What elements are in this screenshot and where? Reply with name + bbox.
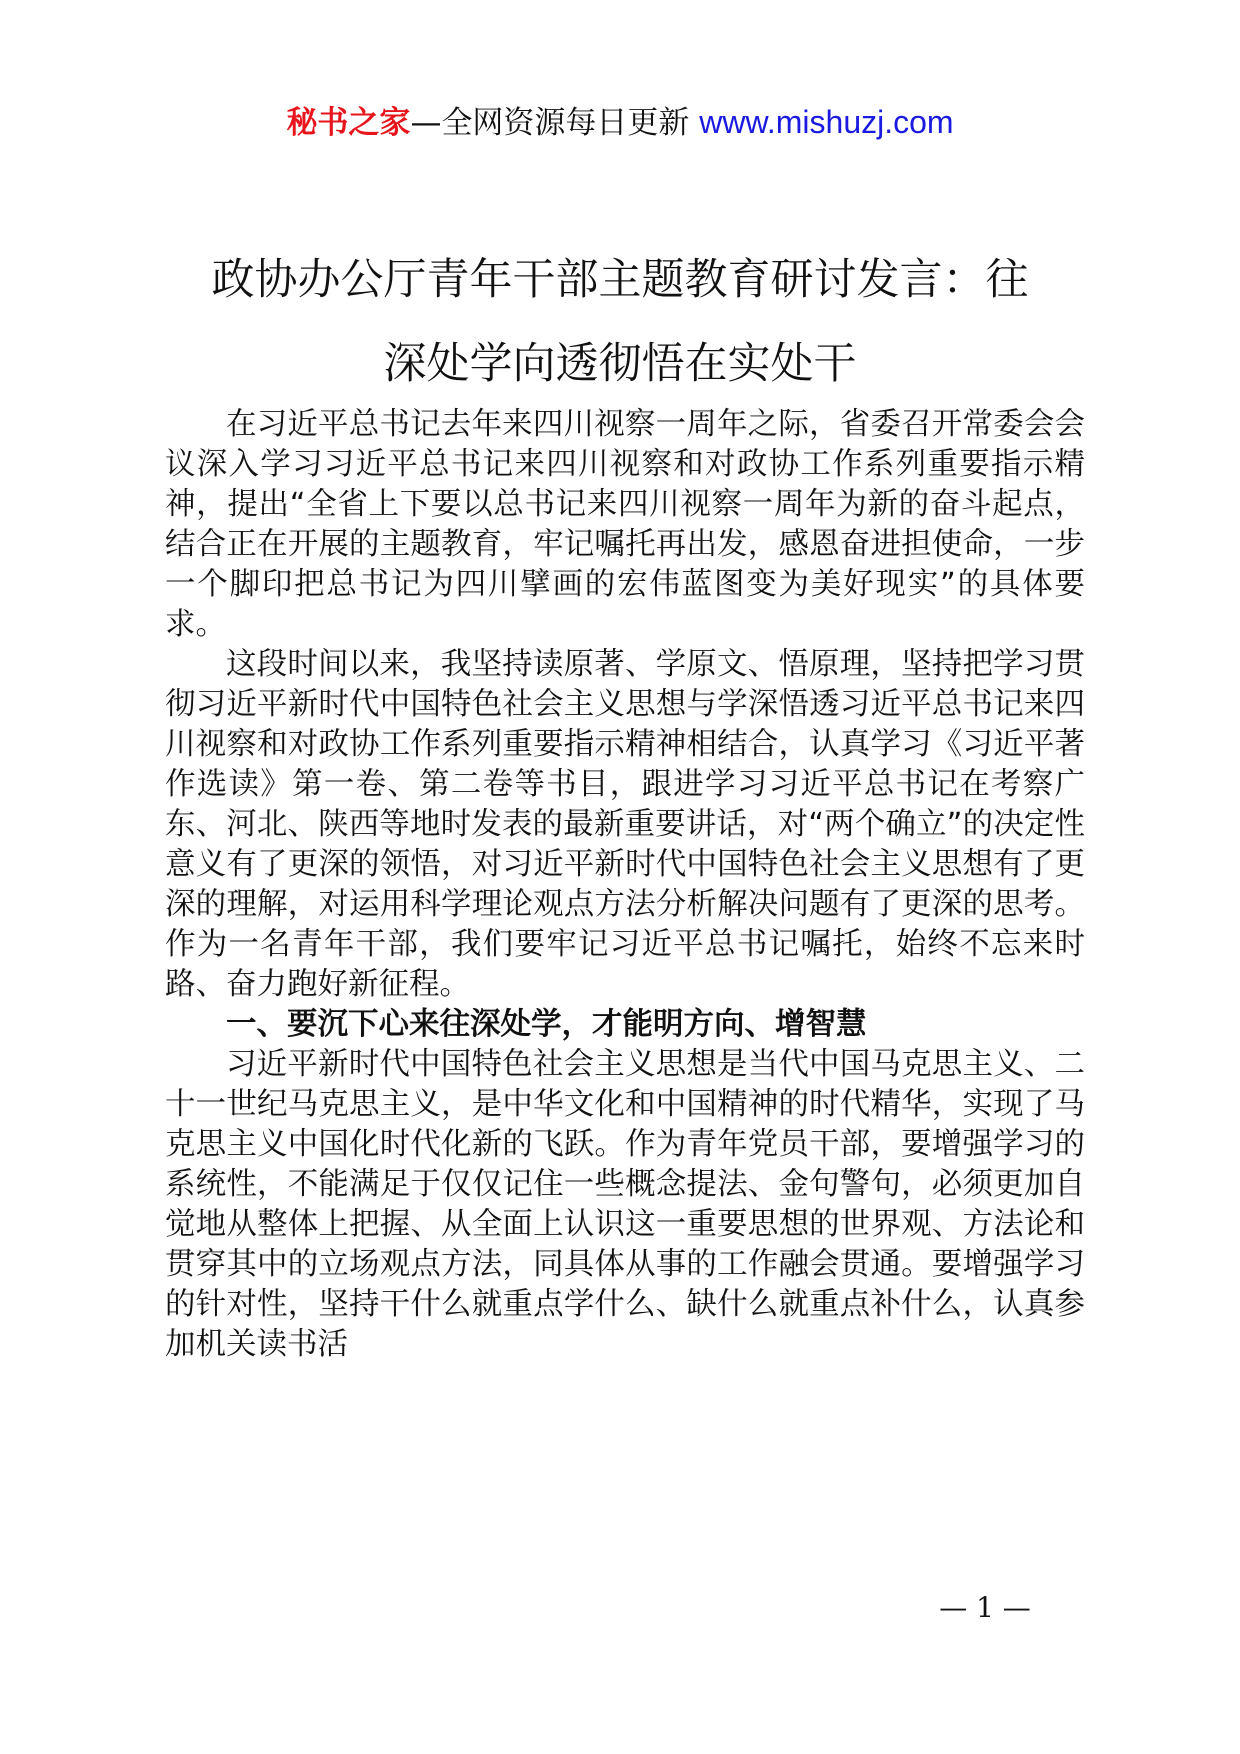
site-tagline: —全网资源每日更新 — [410, 105, 700, 141]
title-line-1: 政协办公厅青年干部主题教育研讨发言：往 — [211, 255, 1029, 305]
site-header — [0, 100, 1240, 145]
page-number: — 1 — — [939, 1591, 1031, 1624]
document-body — [165, 405, 1085, 1365]
paragraph-section-1: 习近平新时代中国特色社会主义思想是当代中国马克思主义、二十一世纪马克思主义，是中华文化和中国精神的时代精华，实现了马克思主义中国化时代化新的飞跃。作为青年党员干部，要增强学习的系统性，不能满足于仅仅记住一些概念提法、金句警句，必须更加自觉地从整体上把握、从全面上认识这一重要思想的世界观、方法论和贯穿其中的立场观点方法，同具体从事的工作融会贯通。要增强学习的针对性，坚持干什么就重点学什么、缺什么就重点补什么，认真参加机关读书活 — [165, 1047, 1085, 1362]
site-url-link[interactable]: www.mishuzj.com — [699, 104, 954, 140]
paragraph-intro: 在习近平总书记去年来四川视察一周年之际，省委召开常委会会议深入学习习近平总书记来四川视察和对政协工作系列重要指示精神，提出“全省上下要以总书记来四川视察一周年为新的奋斗起点，结合正在开展的主题教育，牢记嘱托再出发，感恩奋进担使命，一步一个脚印把总书记为四川擘画的宏伟蓝图变为美好现实”的具体要求。 — [165, 407, 1085, 642]
title-line-2: 深处学向透彻悟在实处干 — [383, 339, 857, 389]
site-brand: 秘书之家 — [286, 105, 411, 141]
paragraph-study: 这段时间以来，我坚持读原著、学原文、悟原理，坚持把学习贯彻习近平新时代中国特色社会主义思想与学深悟透习近平总书记来四川视察和对政协工作系列重要指示精神相结合，认真学习《习近平著作选读》第一卷、第二卷等书目，跟进学习习近平总书记在考察广东、河北、陕西等地时发表的最新重要讲话，对“两个确立”的决定性意义有了更深的领悟，对习近平新时代中国特色社会主义思想有了更深的理解，对运用科学理论观点方法分析解决问题有了更深的思考。作为一名青年干部，我们要牢记习近平总书记嘱托，始终不忘来时路、奋力跑好新征程。 — [165, 647, 1085, 1002]
document-title — [160, 238, 1080, 406]
section-heading-1: 一、要沉下心来往深处学，才能明方向、增智慧 — [226, 1007, 867, 1042]
